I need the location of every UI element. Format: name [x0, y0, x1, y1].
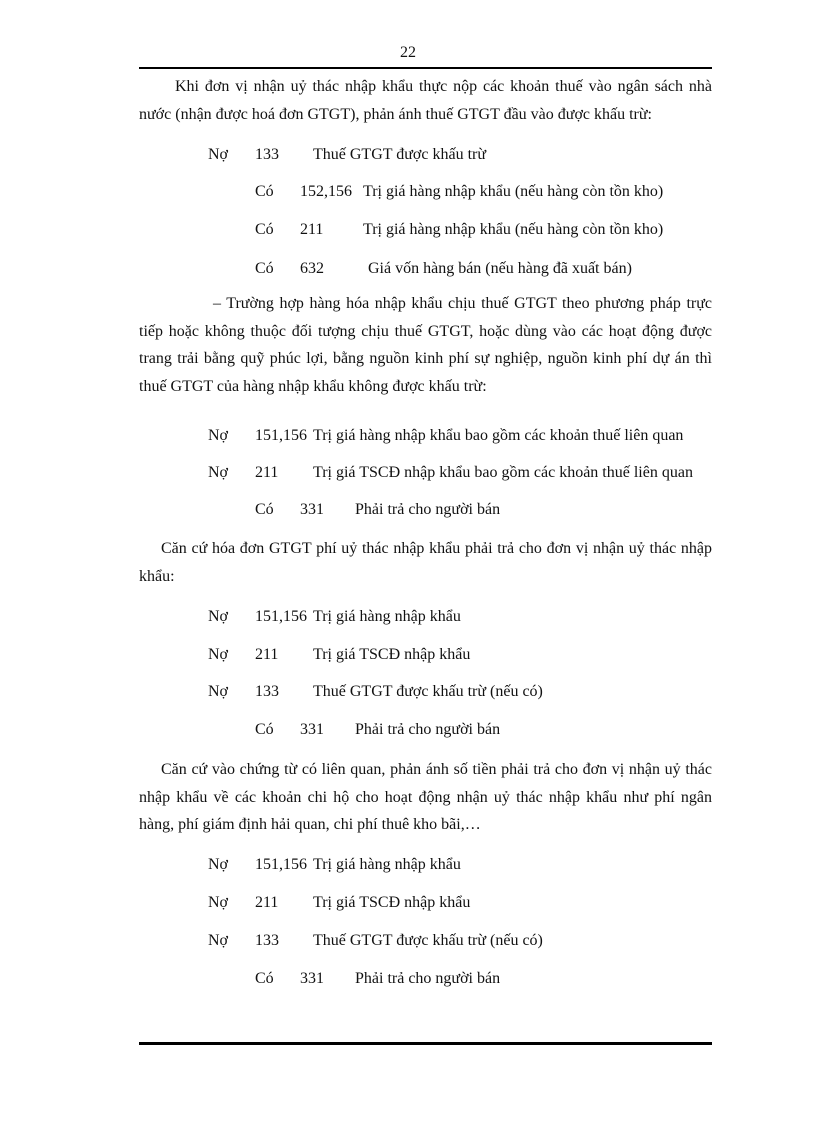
entry-description: Trị giá hàng nhập khẩu: [313, 608, 461, 625]
entry-account: 133: [255, 146, 279, 163]
entry-side: Nợ: [208, 856, 229, 873]
entry-account: 152,156: [300, 183, 352, 200]
entry-account: 331: [300, 501, 324, 518]
entry-description: Trị giá hàng nhập khẩu (nếu hàng còn tồn kho): [363, 183, 664, 200]
paragraph-4: Căn cứ vào chứng từ có liên quan, phản ánh số tiền phải trả cho đơn vị nhận uỷ thác nhập khẩu về các khoản chi hộ cho hoạt động nhận uỷ thác nhập khẩu như phí ngân hàng, phí giám định hải quan, chi phí thuê kho bãi,…: [139, 761, 712, 833]
entry-side: Nợ: [208, 894, 229, 911]
entry-description: Thuế GTGT được khấu trừ: [313, 146, 487, 163]
entry-account: 211: [300, 221, 324, 238]
entry-description: Trị giá hàng nhập khẩu (nếu hàng còn tồn kho): [363, 221, 664, 238]
entry-side: Có: [255, 221, 274, 238]
footer-rule: [139, 1042, 712, 1045]
entry-description: Thuế GTGT được khấu trừ (nếu có): [313, 932, 543, 949]
entry-account: 211: [255, 646, 279, 663]
entry-account: 331: [300, 970, 324, 987]
entry-description: Phải trả cho người bán: [355, 970, 501, 987]
entry-account: 151,156: [255, 608, 307, 625]
entry-side: Có: [255, 183, 274, 200]
entry-side: Có: [255, 501, 274, 518]
entry-account: 133: [255, 683, 279, 700]
entry-description: Trị giá hàng nhập khẩu: [313, 856, 461, 873]
entry-side: Nợ: [208, 646, 229, 663]
entry-account: 151,156: [255, 856, 307, 873]
entry-side: Nợ: [208, 608, 229, 625]
entry-side: Có: [255, 970, 274, 987]
paragraph-3: Căn cứ hóa đơn GTGT phí uỷ thác nhập khẩu phải trả cho đơn vị nhận uỷ thác nhập khẩu:: [139, 540, 712, 585]
entry-description: Trị giá hàng nhập khẩu bao gồm các khoản thuế liên quan: [313, 427, 684, 444]
entry-description: Trị giá TSCĐ nhập khẩu: [313, 894, 471, 911]
entry-account: 211: [255, 464, 279, 481]
header-rule: [139, 67, 712, 69]
entry-description: Trị giá TSCĐ nhập khẩu: [313, 646, 471, 663]
entry-side: Nợ: [208, 146, 229, 163]
paragraph-2: – Trường hợp hàng hóa nhập khẩu chịu thuế GTGT theo phương pháp trực tiếp hoặc không thuộc đối tượng chịu thuế GTGT, hoặc dùng vào các hoạt động được trang trải bằng quỹ phúc lợi, bằng nguồn kinh phí sự nghiệp, nguồn kinh phí dự án thì thuế GTGT của hàng nhập khẩu không được khấu trừ:: [139, 295, 712, 395]
entry-description: Phải trả cho người bán: [355, 501, 501, 518]
entry-account: 331: [300, 721, 324, 738]
entry-side: Nợ: [208, 932, 229, 949]
entry-description: Thuế GTGT được khấu trừ (nếu có): [313, 683, 543, 700]
entry-side: Nợ: [208, 427, 229, 444]
entry-account: 151,156: [255, 427, 307, 444]
entry-side: Nợ: [208, 464, 229, 481]
entry-account: 133: [255, 932, 279, 949]
entry-account: 211: [255, 894, 279, 911]
entry-side: Nợ: [208, 683, 229, 700]
entry-description: Trị giá TSCĐ nhập khẩu bao gồm các khoản thuế liên quan: [313, 464, 693, 481]
page-number: 22: [400, 44, 416, 61]
entry-side: Có: [255, 260, 274, 277]
entry-account: 632: [300, 260, 324, 277]
entry-description: Giá vốn hàng bán (nếu hàng đã xuất bán): [368, 260, 632, 277]
paragraph-1: Khi đơn vị nhận uỷ thác nhập khẩu thực nộp các khoản thuế vào ngân sách nhà nước (nhận được hoá đơn GTGT), phản ánh thuế GTGT đầu vào được khấu trừ:: [139, 78, 712, 123]
entry-description: Phải trả cho người bán: [355, 721, 501, 738]
entry-side: Có: [255, 721, 274, 738]
